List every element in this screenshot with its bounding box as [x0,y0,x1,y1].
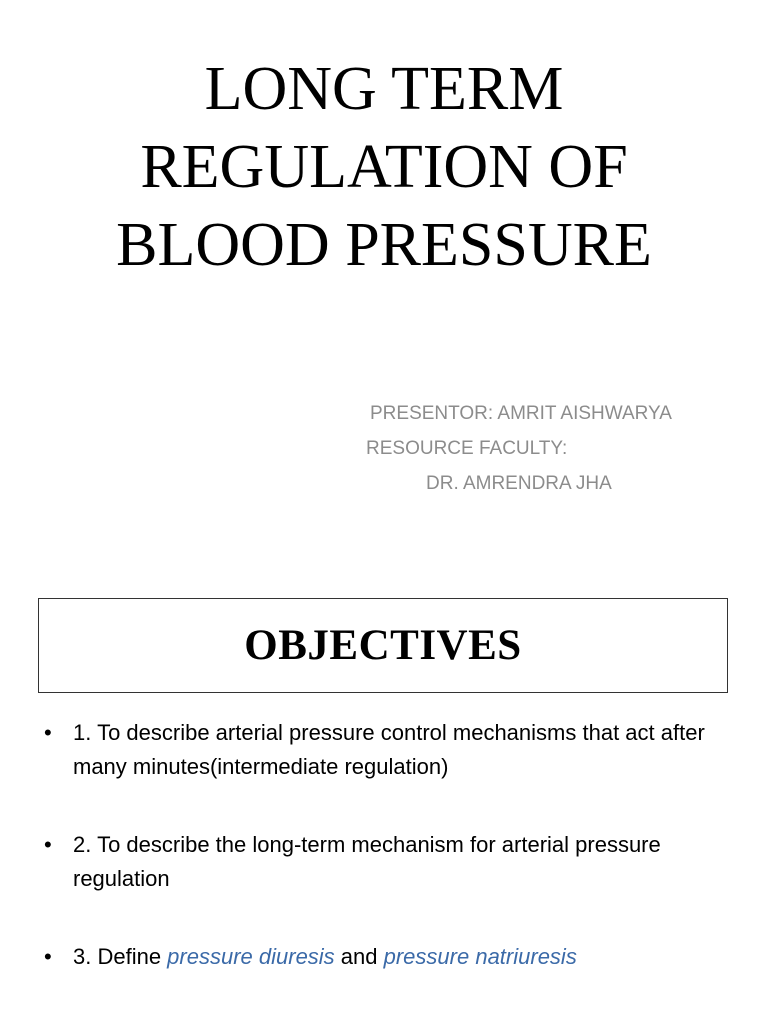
slide-title [0,50,768,284]
faculty-name: DR. AMRENDRA JHA [426,473,612,494]
title-line-1: LONG TERM [204,55,564,123]
objectives-heading-box [38,598,728,693]
term-pressure-diuresis: pressure diuresis [167,944,335,969]
title-line-3: BLOOD PRESSURE [116,211,652,279]
objectives-heading: OBJECTIVES [244,622,522,669]
objectives-list [40,716,730,974]
bullet-icon: • [44,832,52,857]
objective-item-3 [40,940,730,974]
title-line-2: REGULATION OF [140,133,628,201]
presentor-line: PRESENTOR: AMRIT AISHWARYA [370,403,672,424]
bullet-icon: • [44,944,52,969]
objective-item-1 [40,716,730,784]
objective-joiner: and [334,944,384,969]
bullet-icon: • [44,720,52,745]
objective-text: 1. To describe arterial pressure control mechanisms that act after many minutes(intermediate regulation) [73,720,705,779]
faculty-label: RESOURCE FACULTY: [366,438,568,459]
objective-item-2 [40,828,730,896]
presentation-credits [366,396,672,501]
objective-prefix: 3. Define [73,944,168,969]
objective-text: 2. To describe the long-term mechanism for arterial pressure regulation [73,832,661,891]
term-pressure-natriuresis: pressure natriuresis [383,944,577,969]
